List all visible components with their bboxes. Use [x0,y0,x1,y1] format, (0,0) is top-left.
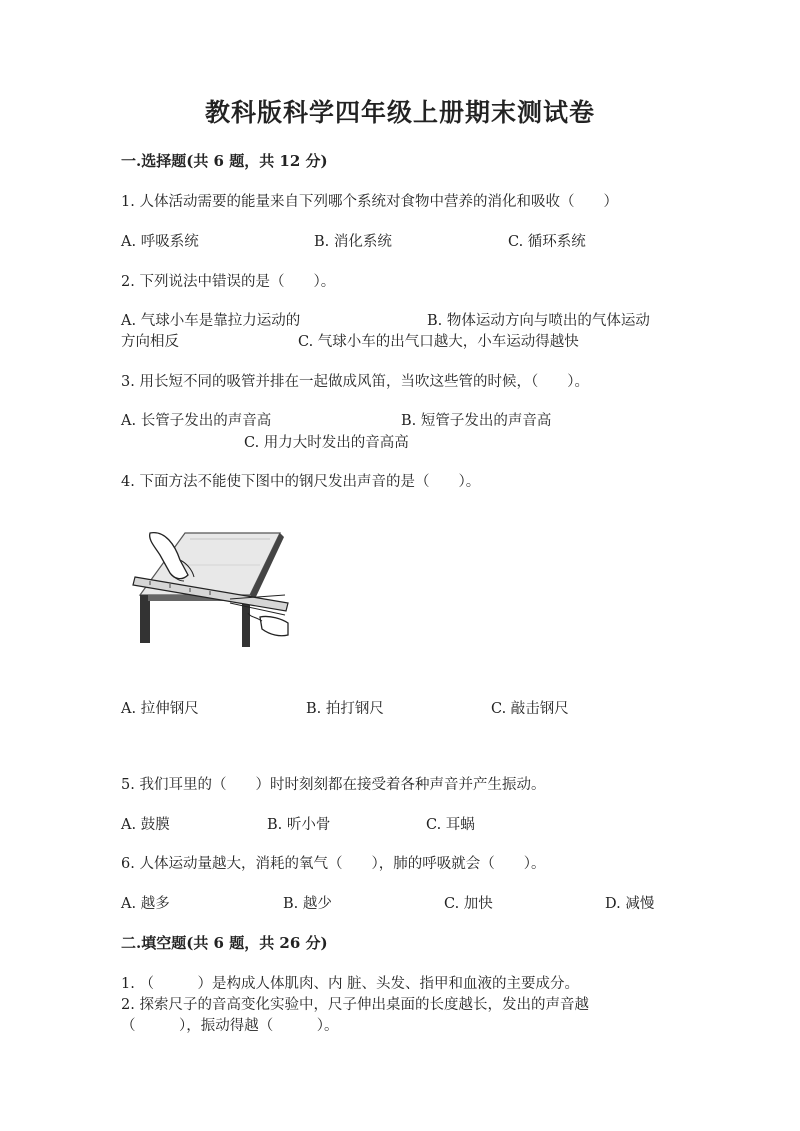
q1-option-a: A. 呼吸系统 [121,234,199,250]
page-title: 教科版科学四年级上册期末测试卷 [204,98,595,127]
q3-option-a: A. 长管子发出的声音高 [121,413,272,429]
q6-option-b: B. 越少 [283,896,332,912]
q3-option-c: C. 用力大时发出的音高高 [244,435,409,451]
fill-question-1: 1. （ ）是构成人体肌肉、内 脏、头发、指甲和血液的主要成分。 [121,976,580,992]
q6-option-a: A. 越多 [121,896,170,912]
q6-option-c: C. 加快 [444,896,493,912]
q5-option-b: B. 听小骨 [267,817,331,833]
question-3: 3. 用长短不同的吸管并排在一起做成风笛，当吹这些管的时候，（ ）。 [121,374,589,390]
question-6: 6. 人体运动量越大，消耗的氧气（ ），肺的呼吸就会（ ）。 [121,856,546,872]
q1-option-c: C. 循环系统 [508,234,586,250]
q2-option-a: A. 气球小车是靠拉力运动的 [121,313,301,329]
question-1: 1. 人体活动需要的能量来自下列哪个系统对食物中营养的消化和吸收（ ） [121,194,618,210]
section-heading-fill-in: 二.填空题(共 6 题，共 26 分) [121,934,328,952]
q4-option-c: C. 敲击钢尺 [491,701,569,717]
q2-option-b-continued: 方向相反 [121,334,179,350]
question-4: 4. 下面方法不能使下图中的钢尺发出声音的是（ ）。 [121,474,481,490]
q2-option-b: B. 物体运动方向与喷出的气体运动 [427,313,650,329]
q1-option-b: B. 消化系统 [314,234,392,250]
q6-option-d: D. 减慢 [605,896,655,912]
q5-option-a: A. 鼓膜 [121,817,170,833]
fill-question-2: 2. 探索尺子的音高变化实验中，尺子伸出桌面的长度越长，发出的声音越 [121,997,589,1013]
q2-option-c: C. 气球小车的出气口越大，小车运动得越快 [298,334,579,350]
question-5: 5. 我们耳里的（ ）时时刻刻都在接受着各种声音并产生振动。 [121,777,546,793]
fill-question-2-continued: （ ），振动得越（ ）。 [121,1018,339,1034]
q4-option-b: B. 拍打钢尺 [306,701,384,717]
section-heading-choice: 一.选择题(共 6 题，共 12 分) [121,152,328,170]
ruler-on-table-figure [130,525,290,650]
q5-option-c: C. 耳蜗 [426,817,475,833]
q4-option-a: A. 拉伸钢尺 [121,701,199,717]
question-2: 2. 下列说法中错误的是（ ）。 [121,274,336,290]
q3-option-b: B. 短管子发出的声音高 [401,413,552,429]
